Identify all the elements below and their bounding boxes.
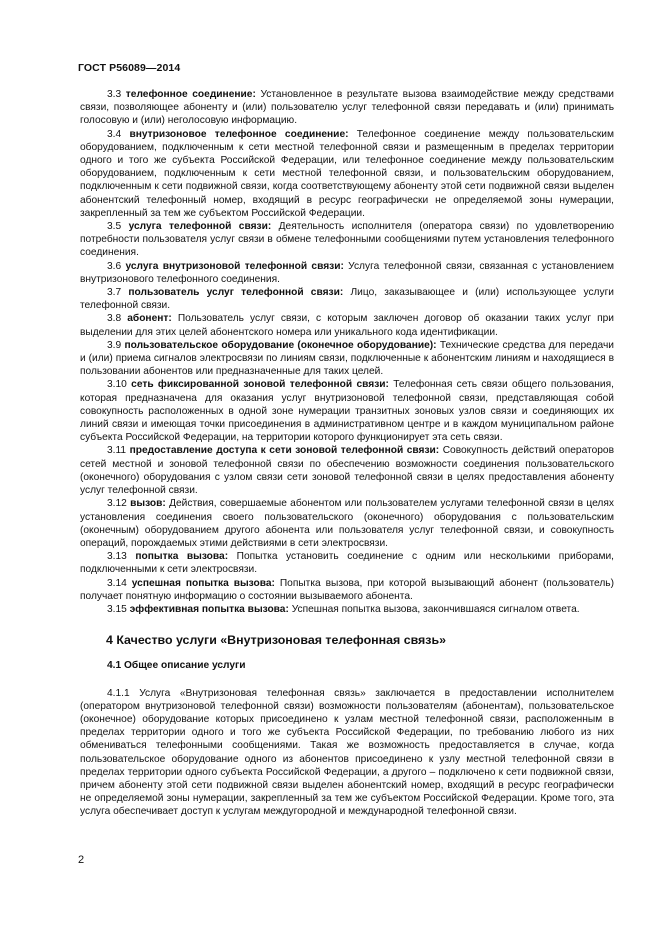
definition-term: внутризоновое телефонное соединение: (129, 128, 349, 140)
definition-term: пользователь услуг телефонной связи: (128, 287, 344, 299)
definition-3-9: 3.9 пользовательское оборудование (оконечное оборудование): Технические средства для передачи и (или) приема сигналов электросвязи по линиям связи, подключенные к абонентским линиям и находящиеся в пользовании абонентов или предназначенные для таких целей. (80, 339, 614, 378)
definition-term: предоставление доступа к сети зоновой телефонной связи: (129, 445, 440, 457)
definition-3-12: 3.12 вызов: Действия, совершаемые абонентом или пользователем услугами телефонной связи в целях установления соединения своего пользовательского (оконечного) оборудования с пользовательским (оконечным) оборудованием другого абонента или пользователя услуг телефонной связи, и совокупность операций, порождаемых этими действиями в сети электросвязи. (80, 498, 614, 549)
definition-3-11: 3.11 предоставление доступа к сети зоновой телефонной связи: Совокупность действий операторов сетей местной и зоновой телефонной связи по обеспечению возможности соединения пользовательского (оконечного) оборудования с узлом связи сети зоновой телефонной связи в целях предоставления абоненту услуг телефонной связи. (80, 445, 614, 497)
definition-term: эффективная попытка вызова: (129, 603, 289, 615)
subsection-heading: 4.1 Общее описание услуги (107, 660, 246, 672)
definition-term: услуга внутризоновой телефонной связи: (125, 260, 344, 272)
definition-3-3: 3.3 телефонное соединение: Установленное в результате вызова взаимодействие между средствами связи, позволяющее абоненту и (или) пользователю услуг телефонной связи передавать и (или) принимать голосовую и (или) неголосовую информацию. (80, 89, 614, 127)
document-body (80, 88, 614, 819)
definition-3-10: 3.10 сеть фиксированной зоновой телефонной связи: Телефонная сеть связи общего пользования, которая предназначена для оказания услуг внутризоновой телефонной связи, представляющая собой совокупность расположенных в одной зоне нумерации транзитных зоновых узлов связи и соединяющих их линий связи и имеющая точки присоединения в административном центре и в каждом муниципальном районе субъекта Российской Федерации, на территории которого функционирует эта сеть связи. (80, 379, 614, 444)
definition-term: вызов: (130, 498, 166, 510)
definition-term: сеть фиксированной зоновой телефонной связи: (131, 379, 389, 391)
definition-3-8: 3.8 абонент: Пользователь услуг связи, с которым заключен договор об оказании таких услуг при выделении для этих целей абонентского номера или уникального кода идентификации. (80, 313, 614, 338)
page-number: 2 (78, 854, 85, 866)
section-heading: 4 Качество услуги «Внутризоновая телефонная связь» (106, 633, 446, 648)
definition-3-13: 3.13 попытка вызова: Попытка установить соединение с одним или несколькими приборами, подключенными к сети электросвязи. (80, 551, 614, 576)
definition-3-15: 3.15 эффективная попытка вызова: Успешная попытка вызова, закончившаяся сигналом ответа. (107, 603, 580, 615)
document-header: ГОСТ Р56089—2014 (78, 62, 181, 74)
definition-3-5: 3.5 услуга телефонной связи: Деятельность исполнителя (оператора связи) по удовлетворению потребности пользователя услуг связи в обмене телефонными сообщениями путем установления телефонного соединения. (80, 221, 614, 259)
definition-term: телефонное соединение: (125, 89, 256, 100)
definition-term: успешная попытка вызова: (131, 577, 275, 589)
paragraph-4-1-1: 4.1.1 Услуга «Внутризоновая телефонная связь» заключается в предоставлении исполнителем (оператором внутризоновой телефонной связи) возможности пользователям (абонентам), пользовательское (оконечное) оборудование которых присоединено к узлам местной телефонной связи, расположенным в пределах территории одного и того же субъекта Российской Федерации, по требованию любого из них обмениваться телефонными сообщениями. Такая же возможность предоставляется в случае, когда пользовательское оборудование одного из абонентов присоединено к узлу местной телефонной связи в пределах территории одного субъекта Российской Федерации, а другого – подключено к сети подвижной связи, причем абоненту этой сети подвижной связи выделен абонентский номер, входящий в ресурс географически не определяемой зоны нумерации, закрепленный за тем же субъектом Российской Федерации. Кроме того, эта услуга обеспечивает доступ к услугам междугородной и международной телефонной связи. (80, 687, 614, 818)
definition-term: услуга телефонной связи: (128, 221, 272, 233)
definition-term: пользовательское оборудование (оконечное оборудование): (124, 339, 437, 351)
definition-term: абонент: (127, 313, 172, 325)
definition-3-14: 3.14 успешная попытка вызова: Попытка вызова, при которой вызывающий абонент (пользователь) получает понятную информацию о состоянии вызываемого абонента. (80, 577, 614, 602)
definition-3-4: 3.4 внутризоновое телефонное соединение: Телефонное соединение между пользовательским оборудованием, подключенным к сети местной телефонной связи и размещенным в пределах территории одного и того же субъекта Российской Федерации, или телефонное соединение между пользовательским оборудованием, подключенным к сети местной телефонной связи, и пользовательским оборудованием, подключенным к сети подвижной связи, когда соответствующему абоненту этой сети подвижной связи выделен абонентский телефонный номер, входящий в ресурс географически не определяемой зоны нумерации, закрепленный за тем же субъектом Российской Федерации. (80, 128, 614, 219)
definition-3-7: 3.7 пользователь услуг телефонной связи: Лицо, заказывающее и (или) использующее услуги телефонной связи. (80, 287, 614, 312)
definition-term: попытка вызова: (135, 551, 229, 563)
definition-3-6: 3.6 услуга внутризоновой телефонной связи: Услуга телефонной связи, связанная с установлением внутризонового телефонного соединения. (80, 260, 614, 285)
